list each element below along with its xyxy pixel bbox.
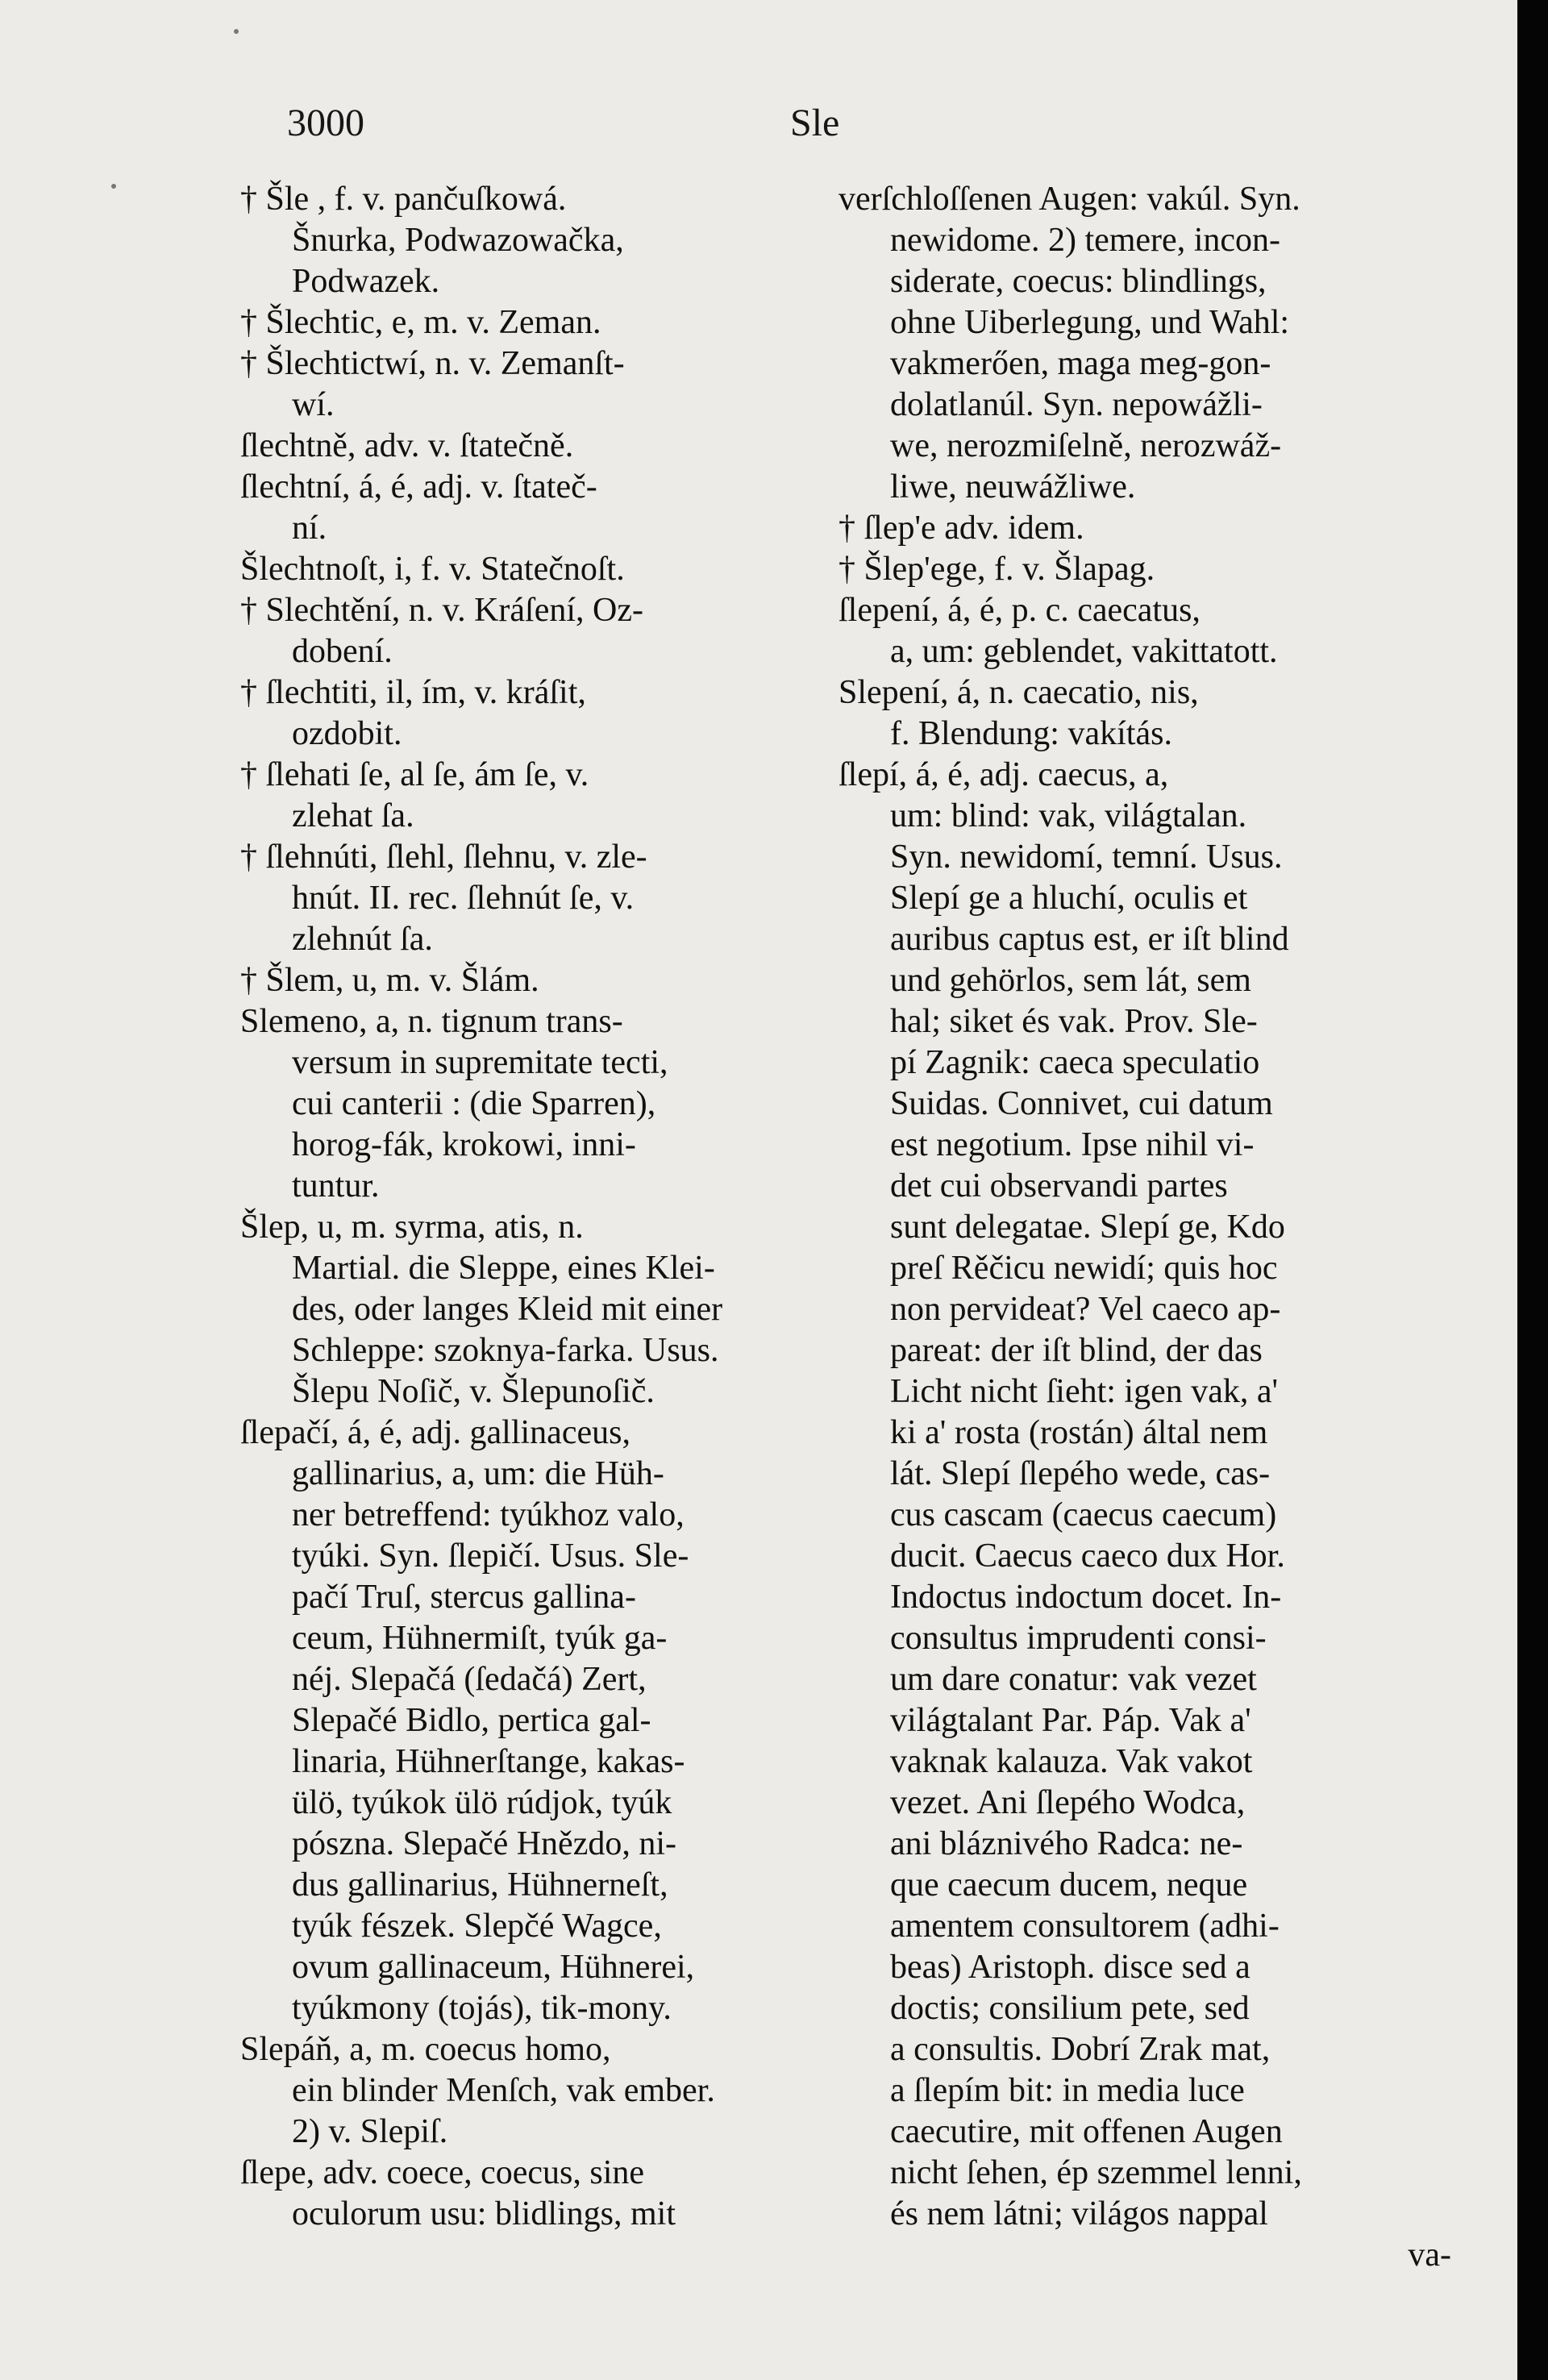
running-head: Sle bbox=[790, 102, 840, 144]
text-line: siderate, coecus: blindlings, bbox=[890, 263, 1267, 300]
text-line: zlehnút ſa. bbox=[292, 921, 433, 958]
text-line: ohne Uiberlegung, und Wahl: bbox=[890, 304, 1290, 341]
text-line: beas) Aristoph. disce sed a bbox=[890, 1949, 1250, 1986]
left-column bbox=[240, 179, 861, 2235]
text-line: † Šlem, u, m. v. Šlám. bbox=[240, 962, 539, 999]
text-line: a, um: geblendet, vakittatott. bbox=[890, 633, 1278, 670]
text-line: és nem látni; világos nappal bbox=[890, 2195, 1268, 2232]
text-line: dus gallinarius, Hühnerneſt, bbox=[292, 1866, 668, 1904]
text-line: hnút. II. rec. ſlehnút ſe, v. bbox=[292, 880, 635, 917]
text-line: des, oder langes Kleid mit einer bbox=[292, 1291, 723, 1328]
text-line: † ſlechtiti, il, ím, v. kráſit, bbox=[240, 674, 586, 711]
text-line: Šnurka, Podwazowačka, bbox=[292, 222, 624, 259]
text-line: ozdobit. bbox=[292, 715, 402, 752]
text-line: † ſlep'e adv. idem. bbox=[838, 510, 1084, 547]
text-line: ſlepe, adv. coece, coecus, sine bbox=[240, 2154, 645, 2191]
text-line: 2) v. Slepiſ. bbox=[292, 2113, 448, 2150]
text-line: versum in supremitate tecti, bbox=[292, 1044, 668, 1081]
text-line: linaria, Hühnerſtange, kakas- bbox=[292, 1743, 685, 1780]
text-line: newidome. 2) temere, incon- bbox=[890, 222, 1280, 259]
text-line: † Šlechtictwí, n. v. Zemanſt- bbox=[240, 345, 625, 382]
text-line: f. Blendung: vakítás. bbox=[890, 715, 1172, 752]
text-line: Slepí ge a hluchí, oculis et bbox=[890, 880, 1248, 917]
text-line: ki a' rosta (rostán) által nem bbox=[890, 1414, 1268, 1451]
text-line: cui canterii : (die Sparren), bbox=[292, 1085, 656, 1122]
page-number: 3000 bbox=[287, 102, 364, 144]
text-line: Šlechtnoſt, i, f. v. Statečnoſt. bbox=[240, 551, 625, 588]
text-line: † ſlehati ſe, al ſe, ám ſe, v. bbox=[240, 756, 589, 793]
text-line: ner betreffend: tyúkhoz valo, bbox=[292, 1496, 685, 1533]
text-line: ovum gallinaceum, Hühnerei, bbox=[292, 1949, 695, 1986]
text-line: gallinarius, a, um: die Hüh- bbox=[292, 1455, 664, 1492]
text-line: wí. bbox=[292, 386, 335, 423]
text-line: zlehat ſa. bbox=[292, 797, 414, 834]
text-line: pačí Truſ, stercus gallina- bbox=[292, 1579, 636, 1616]
text-line: ſlechtní, á, é, adj. v. ſtateč- bbox=[240, 468, 597, 506]
text-line: doctis; consilium pete, sed bbox=[890, 1990, 1250, 2027]
text-line: Slepačé Bidlo, pertica gal- bbox=[292, 1702, 651, 1739]
text-line: cus cascam (caecus caecum) bbox=[890, 1496, 1277, 1533]
text-line: † Slechtění, n. v. Kráſení, Oz- bbox=[240, 592, 643, 629]
text-line: horog-fák, krokowi, inni- bbox=[292, 1126, 636, 1163]
text-line: Podwazek. bbox=[292, 263, 440, 300]
paper-speck bbox=[234, 29, 239, 34]
text-line: tyúkmony (tojás), tik-mony. bbox=[292, 1990, 672, 2027]
text-line: Martial. die Sleppe, eines Klei- bbox=[292, 1250, 715, 1287]
text-line: consultus imprudenti consi- bbox=[890, 1620, 1267, 1657]
text-line: Šlepu Noſič, v. Šlepunoſič. bbox=[292, 1373, 655, 1410]
text-line: a consultis. Dobrí Zrak mat, bbox=[890, 2031, 1271, 2068]
text-line: liwe, neuwážliwe. bbox=[890, 468, 1136, 506]
text-line: nicht ſehen, ép szemmel lenni, bbox=[890, 2154, 1302, 2191]
text-line: ein blinder Menſch, vak ember. bbox=[292, 2072, 715, 2109]
text-line: ducit. Caecus caeco dux Hor. bbox=[890, 1537, 1285, 1575]
text-line: um: blind: vak, világtalan. bbox=[890, 797, 1247, 834]
text-line: ní. bbox=[292, 510, 327, 547]
text-line: preſ Rěčicu newidí; quis hoc bbox=[890, 1250, 1278, 1287]
text-line: ülö, tyúkok ülö rúdjok, tyúk bbox=[292, 1784, 672, 1821]
text-line: we, nerozmiſelně, nerozwáž- bbox=[890, 427, 1282, 464]
text-line: pareat: der iſt blind, der das bbox=[890, 1332, 1263, 1369]
text-line: auribus captus est, er iſt blind bbox=[890, 921, 1289, 958]
text-line: lát. Slepí ſlepého wede, cas- bbox=[890, 1455, 1271, 1492]
text-line: Slemeno, a, n. tignum trans- bbox=[240, 1003, 623, 1040]
text-line: Šlep, u, m. syrma, atis, n. bbox=[240, 1209, 584, 1246]
text-line: caecutire, mit offenen Augen bbox=[890, 2113, 1283, 2150]
book-spine-shadow bbox=[1517, 0, 1548, 2380]
text-line: Slepáň, a, m. coecus homo, bbox=[240, 2031, 611, 2068]
text-line: Indoctus indoctum docet. In- bbox=[890, 1579, 1282, 1616]
text-line: est negotium. Ipse nihil vi- bbox=[890, 1126, 1255, 1163]
text-line: hal; siket és vak. Prov. Sle- bbox=[890, 1003, 1258, 1040]
text-line: sunt delegatae. Slepí ge, Kdo bbox=[890, 1209, 1285, 1246]
text-line: † Šlep'ege, f. v. Šlapag. bbox=[838, 551, 1155, 588]
text-line: tyúki. Syn. ſlepičí. Usus. Sle- bbox=[292, 1537, 689, 1575]
text-line: a ſlepím bit: in media luce bbox=[890, 2072, 1245, 2109]
text-line: um dare conatur: vak vezet bbox=[890, 1661, 1257, 1698]
text-line: dolatlanúl. Syn. nepowážli- bbox=[890, 386, 1263, 423]
text-line: vezet. Ani ſlepého Wodca, bbox=[890, 1784, 1246, 1821]
text-line: ſlechtně, adv. v. ſtatečně. bbox=[240, 427, 574, 464]
text-line: világtalant Par. Páp. Vak a' bbox=[890, 1702, 1251, 1739]
text-line: Schleppe: szoknya-farka. Usus. bbox=[292, 1332, 719, 1369]
text-line: und gehörlos, sem lát, sem bbox=[890, 962, 1251, 999]
catchword: va- bbox=[1408, 2236, 1451, 2274]
text-line: ſlepačí, á, é, adj. gallinaceus, bbox=[240, 1414, 630, 1451]
text-line: amentem consultorem (adhi- bbox=[890, 1908, 1280, 1945]
text-line: oculorum usu: blidlings, mit bbox=[292, 2195, 676, 2232]
text-line: ani bláznivého Radca: ne- bbox=[890, 1825, 1243, 1862]
paper-speck bbox=[111, 184, 116, 189]
right-column bbox=[838, 179, 1451, 2276]
text-line: dobení. bbox=[292, 633, 393, 670]
text-line: Suidas. Connivet, cui datum bbox=[890, 1085, 1273, 1122]
text-line: ceum, Hühnermiſt, tyúk ga- bbox=[292, 1620, 668, 1657]
text-line: † Šle , f. v. pančuſkowá. bbox=[240, 181, 567, 218]
text-line: ſlepí, á, é, adj. caecus, a, bbox=[838, 756, 1169, 793]
text-line: verſchloſſenen Augen: vakúl. Syn. bbox=[838, 181, 1300, 218]
text-line: pí Zagnik: caeca speculatio bbox=[890, 1044, 1260, 1081]
text-line: Slepení, á, n. caecatio, nis, bbox=[838, 674, 1199, 711]
text-line: non pervideat? Vel caeco ap- bbox=[890, 1291, 1281, 1328]
text-line: que caecum ducem, neque bbox=[890, 1866, 1248, 1904]
text-line: vakmerően, maga meg-gon- bbox=[890, 345, 1271, 382]
text-line: tuntur. bbox=[292, 1167, 380, 1205]
text-line: pószna. Slepačé Hnězdo, ni- bbox=[292, 1825, 676, 1862]
text-line: vaknak kalauza. Vak vakot bbox=[890, 1743, 1253, 1780]
text-line: ſlepení, á, é, p. c. caecatus, bbox=[838, 592, 1201, 629]
text-line: Licht nicht ſieht: igen vak, a' bbox=[890, 1373, 1279, 1410]
text-line: † ſlehnúti, ſlehl, ſlehnu, v. zle- bbox=[240, 838, 647, 876]
text-line: † Šlechtic, e, m. v. Zeman. bbox=[240, 304, 601, 341]
text-line: Syn. newidomí, temní. Usus. bbox=[890, 838, 1283, 876]
text-line: det cui observandi partes bbox=[890, 1167, 1228, 1205]
text-line: tyúk fészek. Slepčé Wagce, bbox=[292, 1908, 662, 1945]
text-line: néj. Slepačá (ſedačá) Zert, bbox=[292, 1661, 647, 1698]
